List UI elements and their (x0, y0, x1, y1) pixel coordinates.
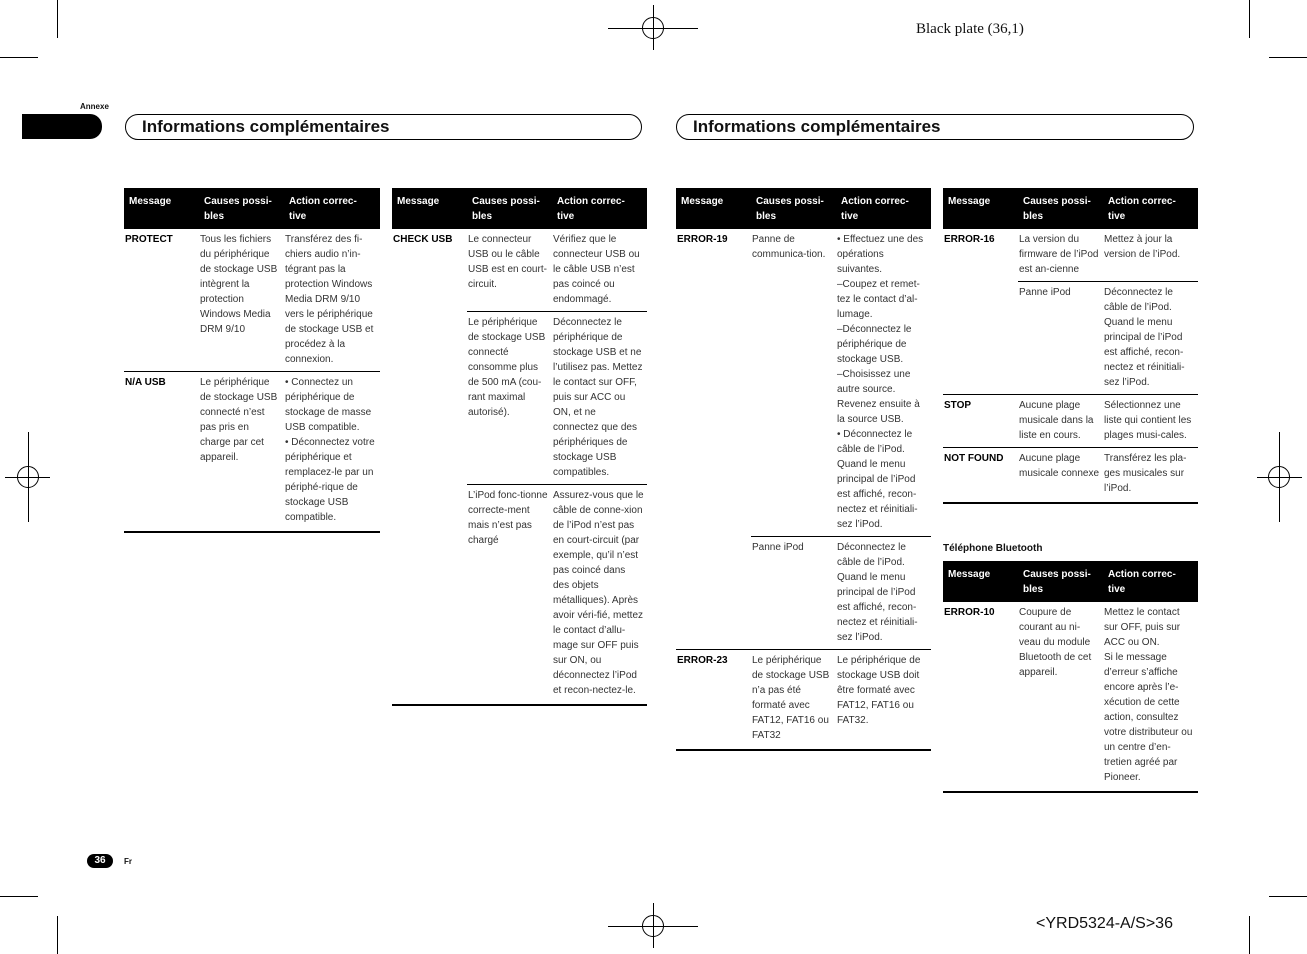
column-header-action: Action correc- tive (1103, 561, 1198, 602)
table-row (943, 602, 1198, 792)
message-code: ERROR-19 (677, 234, 728, 245)
crop-mark (1269, 57, 1307, 58)
registration-mark (653, 5, 654, 50)
column-header-message: Message (392, 188, 467, 229)
column-header-action: Action correc- tive (284, 188, 380, 229)
crop-mark (1249, 916, 1250, 954)
cause-cell: Le périphérique de stockage USB connecté consomme plus de 500 mA (cou-rant maximal autorisé). (467, 312, 552, 485)
message-code: ERROR-10 (943, 602, 1018, 792)
crop-mark (0, 57, 38, 58)
crop-mark (1249, 0, 1250, 38)
action-cell: Vérifiez que le connecteur USB ou le câble USB n’est pas coincé ou endommagé. (553, 234, 640, 305)
cause-cell: Le connecteur USB ou le câble USB est en court-circuit. (468, 234, 547, 290)
action-cell: Déconnectez le câble de l’iPod. Quand le menu principal de l’iPod est affiché, recon-nectez et réinitiali-sez l’iPod. (836, 537, 931, 650)
page-number: 36 (87, 854, 113, 868)
action-cell: Déconnectez le câble de l’iPod. Quand le menu principal de l’iPod est affiché, recon-nectez et réinitiali-sez l’iPod. (1103, 282, 1198, 395)
action-cell: Transférez des fi-chiers audio n’in-tégrant pas la protection Windows Media DRM 9/10 vers le périphérique de stockage USB et procédez à la connexion. (285, 234, 374, 365)
crop-mark (0, 896, 38, 897)
annexe-label: Annexe (80, 102, 109, 111)
language-label: Fr (124, 857, 132, 866)
column-header-action: Action correc- tive (552, 188, 647, 229)
column-header-message: Message (124, 188, 199, 229)
message-code: CHECK USB (392, 229, 467, 705)
section-header-right: Informations complémentaires (676, 114, 1194, 140)
annexe-tab (22, 114, 102, 139)
error-table-1 (124, 188, 380, 533)
error-table-2 (392, 188, 647, 706)
column-header-message: Message (943, 561, 1018, 602)
action-cell: Sélectionnez une liste qui contient les plages musi-cales. (1103, 395, 1198, 448)
column-header-cause: Causes possi- bles (467, 188, 552, 229)
column-header-cause: Causes possi- bles (751, 188, 836, 229)
error-table-bluetooth (943, 561, 1198, 793)
message-code: ERROR-23 (676, 650, 751, 751)
cause-cell: Le périphérique de stockage USB connecté n’est pas pris en charge par cet appareil. (199, 372, 284, 533)
cause-cell: Aucune plage musicale dans la liste en cours. (1018, 395, 1103, 448)
crop-mark (1269, 896, 1307, 897)
cause-cell: L’iPod fonc-tionne correcte-ment mais n’est pas chargé (467, 485, 552, 706)
cause-cell: Aucune plage musicale connexe (1018, 448, 1103, 504)
plate-label: Black plate (36,1) (916, 21, 1024, 37)
error-table-4 (943, 188, 1198, 504)
table-row (943, 448, 1198, 504)
cause-cell: Coupure de courant au ni-veau du module Bluetooth de cet appareil. (1018, 602, 1103, 792)
table-row (943, 229, 1198, 282)
cause-cell: Tous les fichiers du périphérique de stockage USB intègrent la protection Windows Media DRM 9/10 (200, 234, 278, 335)
document-code: <YRD5324-A/S>36 (1036, 915, 1173, 932)
table-row (676, 229, 931, 537)
table-row (943, 395, 1198, 448)
column-header-action: Action correc- tive (836, 188, 931, 229)
message-code: PROTECT (125, 234, 173, 245)
action-cell: • Connectez un périphérique de stockage de masse USB compatible. • Déconnectez votre périphérique et remplacez-le par un périphé-rique de stockage USB compatible. (284, 372, 380, 533)
registration-mark (28, 432, 29, 522)
section-header-left: Informations complémentaires (125, 114, 642, 140)
message-code: NOT FOUND (943, 448, 1018, 504)
bluetooth-heading: Téléphone Bluetooth (943, 543, 1043, 554)
column-header-cause: Causes possi- bles (199, 188, 284, 229)
cause-cell: La version du firmware de l’iPod est an-cienne (1019, 234, 1099, 275)
cause-cell: Panne de communica-tion. (752, 234, 826, 260)
action-cell: Le périphérique de stockage USB doit être formaté avec FAT12, FAT16 ou FAT32. (836, 650, 931, 751)
action-cell: • Effectuez une des opérations suivantes. –Coupez et remet-tez le contact d’al-lumage. –Déconnectez le périphérique de stockage USB. –Choisissez une autre source. Revenez ensuite à la source USB. • Déconnectez le câble de l’iPod. Quand le menu principal de l’iPod est affiché, recon-nectez et réinitiali-sez l’iPod. (837, 234, 924, 530)
table-row (392, 229, 647, 312)
column-header-action: Action correc- tive (1103, 188, 1198, 229)
registration-mark (653, 903, 654, 948)
column-header-cause: Causes possi- bles (1018, 188, 1103, 229)
message-code: ERROR-16 (944, 234, 995, 245)
cause-cell: Le périphérique de stockage USB n’a pas été formaté avec FAT12, FAT16 ou FAT32 (751, 650, 836, 751)
message-code: STOP (943, 395, 1018, 448)
message-code: N/A USB (124, 372, 199, 533)
action-cell: Mettez à jour la version de l’iPod. (1104, 234, 1181, 260)
column-header-message: Message (676, 188, 751, 229)
table-row (124, 372, 380, 533)
crop-mark (57, 0, 58, 38)
action-cell: Assurez-vous que le câble de conne-xion de l’iPod n’est pas en court-circuit (par exemple, qu’il n’est pas coincé dans des objets métalliques). Après avoir véri-fié, mettez le contact d’allu-mage sur OFF puis sur ON, ou déconnectez l’iPod et recon-nectez-le. (552, 485, 647, 706)
column-header-message: Message (943, 188, 1018, 229)
action-cell: Déconnectez le périphérique de stockage USB et ne l’utilisez pas. Mettez le contact sur OFF, puis sur ACC ou ON, et ne connectez que des périphériques de stockage USB compatibles. (552, 312, 647, 485)
action-cell: Transférez les pla-ges musicales sur l’iPod. (1103, 448, 1198, 504)
column-header-cause: Causes possi- bles (1018, 561, 1103, 602)
cause-cell: Panne iPod (751, 537, 836, 650)
crop-mark (57, 916, 58, 954)
cause-cell: Panne iPod (1018, 282, 1103, 395)
table-row (124, 229, 380, 372)
error-table-3 (676, 188, 931, 751)
table-row (676, 650, 931, 751)
registration-mark (1279, 432, 1280, 522)
action-cell: Mettez le contact sur OFF, puis sur ACC ou ON. Si le message d’erreur s’affiche encore après l’e-xécution de cette action, consultez votre distributeur ou un centre d’en-tretien agréé par Pioneer. (1103, 602, 1198, 792)
